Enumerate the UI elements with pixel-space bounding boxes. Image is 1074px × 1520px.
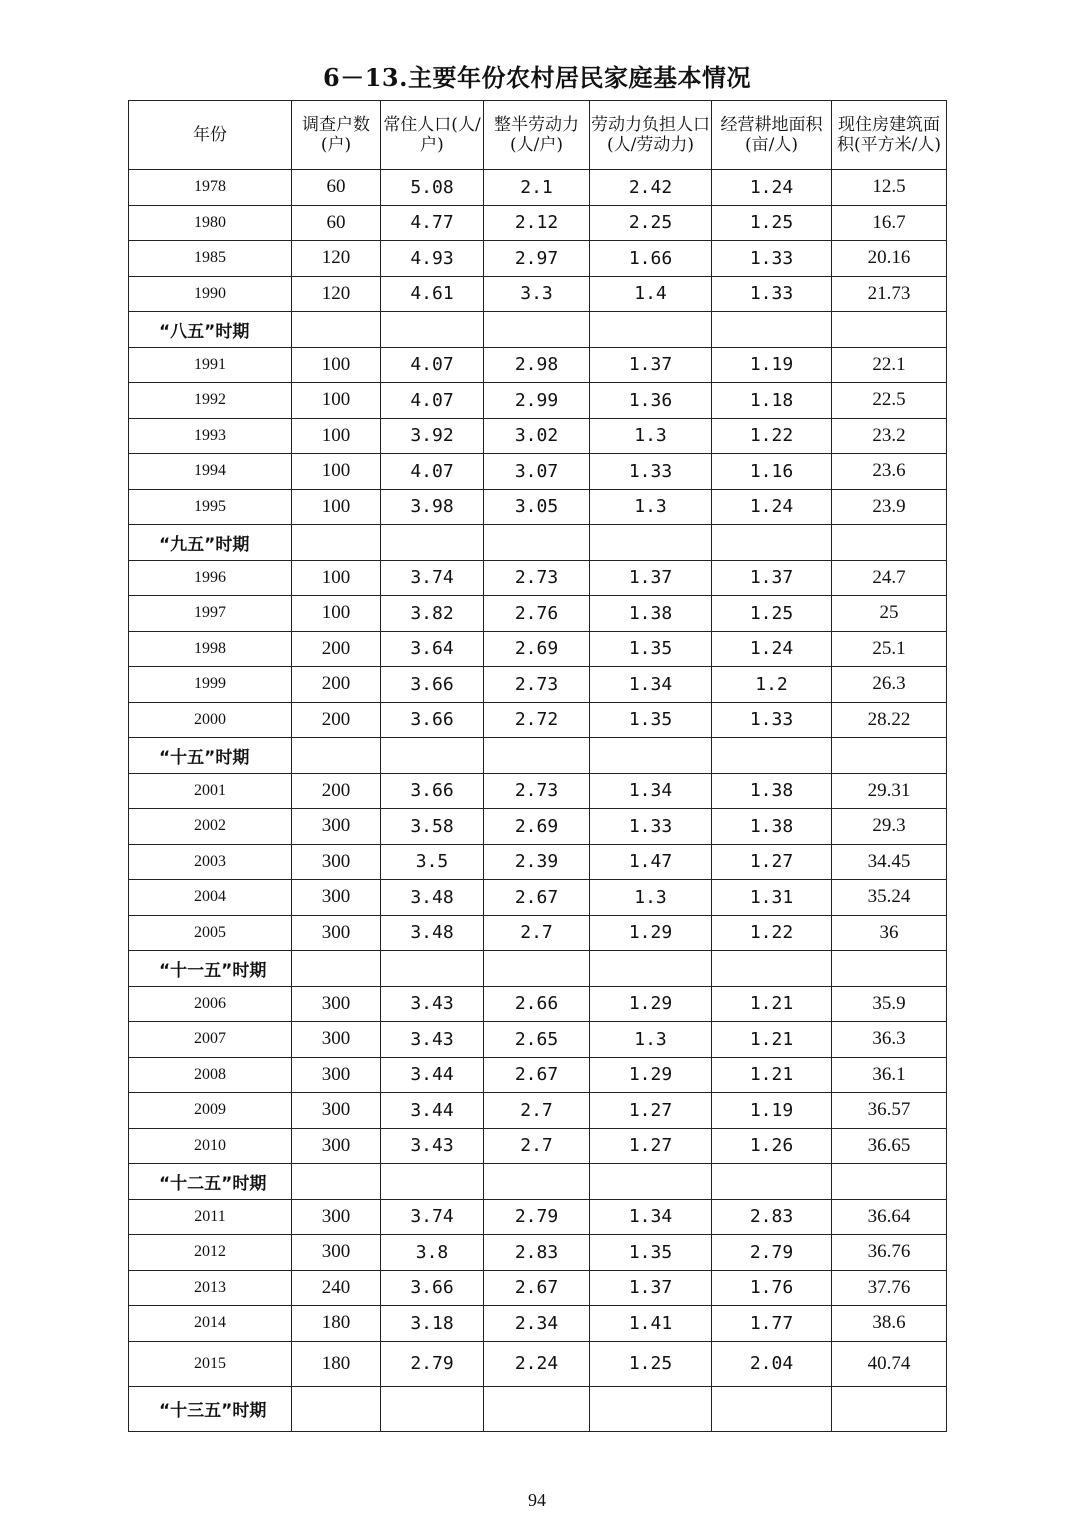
year-cell: 2010: [129, 1128, 292, 1164]
farmland-cell: 1.31: [712, 880, 832, 916]
households-cell: 300: [292, 1199, 381, 1235]
year-cell: 1992: [129, 383, 292, 419]
farmland-cell: 2.79: [712, 1235, 832, 1271]
table-row: [129, 986, 947, 1022]
empty-cell: [381, 1164, 484, 1200]
labor-cell: 3.3: [484, 276, 590, 312]
empty-cell: [712, 738, 832, 774]
empty-cell: [484, 951, 590, 987]
table-row: [129, 241, 947, 277]
table-row: [129, 1306, 947, 1342]
empty-cell: [590, 1164, 712, 1200]
period-row: [129, 951, 947, 987]
dependency-cell: 1.35: [590, 702, 712, 738]
households-cell: 60: [292, 170, 381, 206]
dependency-cell: 1.38: [590, 596, 712, 632]
housing-cell: 40.74: [832, 1341, 947, 1386]
table-row: [129, 631, 947, 667]
header-population: 常住人口(人/户): [381, 101, 484, 170]
period-row: [129, 1386, 947, 1431]
labor-cell: 2.69: [484, 809, 590, 845]
year-cell: 2012: [129, 1235, 292, 1271]
empty-cell: [712, 1386, 832, 1431]
farmland-cell: 1.33: [712, 702, 832, 738]
header-farmland: 经营耕地面积(亩/人): [712, 101, 832, 170]
households-cell: 180: [292, 1341, 381, 1386]
dependency-cell: 1.36: [590, 383, 712, 419]
period-row: [129, 312, 947, 348]
housing-cell: 26.3: [832, 667, 947, 703]
year-cell: 1994: [129, 454, 292, 490]
households-cell: 60: [292, 205, 381, 241]
population-cell: 3.66: [381, 1270, 484, 1306]
table-body: [129, 170, 947, 1432]
period-label: “八五”时期: [129, 312, 292, 348]
year-cell: 2008: [129, 1057, 292, 1093]
households-cell: 300: [292, 1128, 381, 1164]
empty-cell: [832, 1386, 947, 1431]
year-cell: 1991: [129, 347, 292, 383]
dependency-cell: 1.41: [590, 1306, 712, 1342]
farmland-cell: 1.24: [712, 489, 832, 525]
households-cell: 300: [292, 809, 381, 845]
period-row: [129, 525, 947, 561]
dependency-cell: 1.27: [590, 1128, 712, 1164]
housing-cell: 23.9: [832, 489, 947, 525]
empty-cell: [712, 525, 832, 561]
page-title: 6－13.主要年份农村居民家庭基本情况: [323, 63, 751, 92]
farmland-cell: 1.2: [712, 667, 832, 703]
year-cell: 2005: [129, 915, 292, 951]
dependency-cell: 2.42: [590, 170, 712, 206]
year-cell: 2009: [129, 1093, 292, 1129]
labor-cell: 2.72: [484, 702, 590, 738]
labor-cell: 2.83: [484, 1235, 590, 1271]
empty-cell: [292, 312, 381, 348]
farmland-cell: 1.24: [712, 631, 832, 667]
year-cell: 2003: [129, 844, 292, 880]
empty-cell: [832, 951, 947, 987]
farmland-cell: 1.38: [712, 773, 832, 809]
year-cell: 2007: [129, 1022, 292, 1058]
empty-cell: [292, 738, 381, 774]
empty-cell: [590, 738, 712, 774]
dependency-cell: 1.34: [590, 1199, 712, 1235]
table-row: [129, 1235, 947, 1271]
empty-cell: [292, 1386, 381, 1431]
population-cell: 3.43: [381, 1022, 484, 1058]
empty-cell: [484, 1164, 590, 1200]
year-cell: 1995: [129, 489, 292, 525]
table-row: [129, 276, 947, 312]
empty-cell: [381, 312, 484, 348]
households-cell: 200: [292, 702, 381, 738]
households-cell: 120: [292, 241, 381, 277]
population-cell: 3.48: [381, 915, 484, 951]
year-cell: 1985: [129, 241, 292, 277]
housing-cell: 29.31: [832, 773, 947, 809]
housing-cell: 36.65: [832, 1128, 947, 1164]
table-header-row: [129, 101, 947, 170]
farmland-cell: 1.22: [712, 418, 832, 454]
empty-cell: [832, 1164, 947, 1200]
labor-cell: 2.97: [484, 241, 590, 277]
farmland-cell: 1.37: [712, 560, 832, 596]
households-cell: 300: [292, 1057, 381, 1093]
period-row: [129, 738, 947, 774]
housing-cell: 36.64: [832, 1199, 947, 1235]
population-cell: 3.74: [381, 1199, 484, 1235]
housing-cell: 25: [832, 596, 947, 632]
table-row: [129, 596, 947, 632]
population-cell: 3.66: [381, 667, 484, 703]
population-cell: 3.98: [381, 489, 484, 525]
year-cell: 1990: [129, 276, 292, 312]
table-row: [129, 560, 947, 596]
dependency-cell: 1.29: [590, 915, 712, 951]
housing-cell: 20.16: [832, 241, 947, 277]
table-row: [129, 418, 947, 454]
empty-cell: [590, 312, 712, 348]
dependency-cell: 1.33: [590, 809, 712, 845]
households-cell: 300: [292, 1093, 381, 1129]
period-label: “十三五”时期: [129, 1386, 292, 1431]
housing-cell: 16.7: [832, 205, 947, 241]
table-row: [129, 809, 947, 845]
dependency-cell: 1.37: [590, 347, 712, 383]
farmland-cell: 1.22: [712, 915, 832, 951]
farmland-cell: 1.19: [712, 347, 832, 383]
farmland-cell: 1.21: [712, 986, 832, 1022]
period-label: “九五”时期: [129, 525, 292, 561]
empty-cell: [832, 738, 947, 774]
population-cell: 3.44: [381, 1057, 484, 1093]
population-cell: 3.58: [381, 809, 484, 845]
dependency-cell: 1.37: [590, 1270, 712, 1306]
year-cell: 1998: [129, 631, 292, 667]
empty-cell: [832, 312, 947, 348]
year-cell: 2011: [129, 1199, 292, 1235]
dependency-cell: 1.29: [590, 1057, 712, 1093]
empty-cell: [292, 951, 381, 987]
table-row: [129, 667, 947, 703]
labor-cell: 2.73: [484, 667, 590, 703]
housing-cell: 22.1: [832, 347, 947, 383]
header-housing: 现住房建筑面积(平方米/人): [832, 101, 947, 170]
dependency-cell: 1.35: [590, 1235, 712, 1271]
labor-cell: 2.39: [484, 844, 590, 880]
dependency-cell: 1.29: [590, 986, 712, 1022]
table-row: [129, 347, 947, 383]
farmland-cell: 1.18: [712, 383, 832, 419]
population-cell: 3.82: [381, 596, 484, 632]
table-row: [129, 170, 947, 206]
population-cell: 3.8: [381, 1235, 484, 1271]
period-label: “十五”时期: [129, 738, 292, 774]
households-cell: 300: [292, 1235, 381, 1271]
population-cell: 2.79: [381, 1341, 484, 1386]
header-labor: 整半劳动力(人/户): [484, 101, 590, 170]
households-cell: 300: [292, 880, 381, 916]
housing-cell: 34.45: [832, 844, 947, 880]
housing-cell: 36.3: [832, 1022, 947, 1058]
population-cell: 3.66: [381, 773, 484, 809]
labor-cell: 2.7: [484, 915, 590, 951]
households-cell: 100: [292, 596, 381, 632]
labor-cell: 2.73: [484, 560, 590, 596]
housing-cell: 35.24: [832, 880, 947, 916]
population-cell: 3.66: [381, 702, 484, 738]
period-label: “十一五”时期: [129, 951, 292, 987]
empty-cell: [381, 525, 484, 561]
farmland-cell: 1.77: [712, 1306, 832, 1342]
population-cell: 4.61: [381, 276, 484, 312]
labor-cell: 2.99: [484, 383, 590, 419]
labor-cell: 2.1: [484, 170, 590, 206]
farmland-cell: 1.33: [712, 276, 832, 312]
year-cell: 2015: [129, 1341, 292, 1386]
population-cell: 3.92: [381, 418, 484, 454]
dependency-cell: 1.3: [590, 489, 712, 525]
population-cell: 4.07: [381, 383, 484, 419]
labor-cell: 2.65: [484, 1022, 590, 1058]
year-cell: 2013: [129, 1270, 292, 1306]
empty-cell: [292, 525, 381, 561]
year-cell: 2000: [129, 702, 292, 738]
households-cell: 120: [292, 276, 381, 312]
farmland-cell: 1.76: [712, 1270, 832, 1306]
dependency-cell: 1.3: [590, 880, 712, 916]
period-row: [129, 1164, 947, 1200]
housing-cell: 35.9: [832, 986, 947, 1022]
dependency-cell: 1.34: [590, 773, 712, 809]
empty-cell: [590, 951, 712, 987]
housing-cell: 38.6: [832, 1306, 947, 1342]
population-cell: 3.64: [381, 631, 484, 667]
table-row: [129, 1199, 947, 1235]
table-row: [129, 1128, 947, 1164]
year-cell: 2001: [129, 773, 292, 809]
labor-cell: 2.7: [484, 1093, 590, 1129]
labor-cell: 2.69: [484, 631, 590, 667]
farmland-cell: 1.25: [712, 596, 832, 632]
population-cell: 3.18: [381, 1306, 484, 1342]
header-year: 年份: [129, 101, 292, 170]
labor-cell: 3.05: [484, 489, 590, 525]
year-cell: 2002: [129, 809, 292, 845]
housing-cell: 21.73: [832, 276, 947, 312]
farmland-cell: 2.83: [712, 1199, 832, 1235]
households-cell: 300: [292, 1022, 381, 1058]
year-cell: 1996: [129, 560, 292, 596]
dependency-cell: 2.25: [590, 205, 712, 241]
households-cell: 200: [292, 631, 381, 667]
header-dependency: 劳动力负担人口(人/劳动力): [590, 101, 712, 170]
farmland-cell: 1.21: [712, 1022, 832, 1058]
empty-cell: [381, 1386, 484, 1431]
labor-cell: 2.34: [484, 1306, 590, 1342]
labor-cell: 2.76: [484, 596, 590, 632]
population-cell: 4.07: [381, 454, 484, 490]
housing-cell: 29.3: [832, 809, 947, 845]
empty-cell: [484, 738, 590, 774]
labor-cell: 2.66: [484, 986, 590, 1022]
housing-cell: 23.2: [832, 418, 947, 454]
dependency-cell: 1.27: [590, 1093, 712, 1129]
farmland-cell: 2.04: [712, 1341, 832, 1386]
empty-cell: [381, 738, 484, 774]
empty-cell: [484, 312, 590, 348]
population-cell: 5.08: [381, 170, 484, 206]
farmland-cell: 1.26: [712, 1128, 832, 1164]
housing-cell: 36.1: [832, 1057, 947, 1093]
housing-cell: 36.76: [832, 1235, 947, 1271]
page-number: 94: [528, 1490, 546, 1510]
dependency-cell: 1.35: [590, 631, 712, 667]
table-row: [129, 880, 947, 916]
labor-cell: 2.73: [484, 773, 590, 809]
households-cell: 300: [292, 915, 381, 951]
table-row: [129, 702, 947, 738]
housing-cell: 36.57: [832, 1093, 947, 1129]
dependency-cell: 1.47: [590, 844, 712, 880]
housing-cell: 28.22: [832, 702, 947, 738]
farmland-cell: 1.19: [712, 1093, 832, 1129]
table-row: [129, 1057, 947, 1093]
dependency-cell: 1.37: [590, 560, 712, 596]
population-cell: 4.07: [381, 347, 484, 383]
dependency-cell: 1.3: [590, 1022, 712, 1058]
dependency-cell: 1.66: [590, 241, 712, 277]
labor-cell: 2.12: [484, 205, 590, 241]
household-data-table: [128, 100, 947, 1432]
table-row: [129, 454, 947, 490]
households-cell: 300: [292, 986, 381, 1022]
population-cell: 3.44: [381, 1093, 484, 1129]
table-row: [129, 1093, 947, 1129]
housing-cell: 25.1: [832, 631, 947, 667]
dependency-cell: 1.25: [590, 1341, 712, 1386]
households-cell: 300: [292, 844, 381, 880]
year-cell: 1999: [129, 667, 292, 703]
farmland-cell: 1.27: [712, 844, 832, 880]
year-cell: 1993: [129, 418, 292, 454]
housing-cell: 22.5: [832, 383, 947, 419]
population-cell: 4.77: [381, 205, 484, 241]
empty-cell: [712, 951, 832, 987]
table-row: [129, 1022, 947, 1058]
dependency-cell: 1.33: [590, 454, 712, 490]
housing-cell: 24.7: [832, 560, 947, 596]
households-cell: 100: [292, 347, 381, 383]
header-households: 调查户数(户): [292, 101, 381, 170]
table-row: [129, 489, 947, 525]
table-row: [129, 383, 947, 419]
farmland-cell: 1.25: [712, 205, 832, 241]
households-cell: 200: [292, 667, 381, 703]
labor-cell: 2.98: [484, 347, 590, 383]
labor-cell: 3.02: [484, 418, 590, 454]
population-cell: 3.48: [381, 880, 484, 916]
households-cell: 100: [292, 454, 381, 490]
farmland-cell: 1.38: [712, 809, 832, 845]
housing-cell: 23.6: [832, 454, 947, 490]
year-cell: 2004: [129, 880, 292, 916]
population-cell: 3.43: [381, 986, 484, 1022]
farmland-cell: 1.21: [712, 1057, 832, 1093]
labor-cell: 2.67: [484, 1270, 590, 1306]
table-row: [129, 844, 947, 880]
empty-cell: [712, 312, 832, 348]
farmland-cell: 1.24: [712, 170, 832, 206]
table-row: [129, 915, 947, 951]
empty-cell: [590, 525, 712, 561]
year-cell: 1978: [129, 170, 292, 206]
year-cell: 1997: [129, 596, 292, 632]
dependency-cell: 1.3: [590, 418, 712, 454]
year-cell: 2014: [129, 1306, 292, 1342]
housing-cell: 36: [832, 915, 947, 951]
table-row: [129, 773, 947, 809]
households-cell: 200: [292, 773, 381, 809]
empty-cell: [712, 1164, 832, 1200]
farmland-cell: 1.16: [712, 454, 832, 490]
population-cell: 3.74: [381, 560, 484, 596]
empty-cell: [590, 1386, 712, 1431]
table-row: [129, 205, 947, 241]
table-row: [129, 1341, 947, 1386]
households-cell: 240: [292, 1270, 381, 1306]
empty-cell: [484, 1386, 590, 1431]
dependency-cell: 1.4: [590, 276, 712, 312]
farmland-cell: 1.33: [712, 241, 832, 277]
empty-cell: [484, 525, 590, 561]
population-cell: 3.5: [381, 844, 484, 880]
labor-cell: 2.67: [484, 880, 590, 916]
table-row: [129, 1270, 947, 1306]
labor-cell: 2.24: [484, 1341, 590, 1386]
period-label: “十二五”时期: [129, 1164, 292, 1200]
households-cell: 100: [292, 418, 381, 454]
housing-cell: 37.76: [832, 1270, 947, 1306]
year-cell: 1980: [129, 205, 292, 241]
dependency-cell: 1.34: [590, 667, 712, 703]
labor-cell: 3.07: [484, 454, 590, 490]
empty-cell: [832, 525, 947, 561]
households-cell: 100: [292, 489, 381, 525]
empty-cell: [292, 1164, 381, 1200]
population-cell: 4.93: [381, 241, 484, 277]
year-cell: 2006: [129, 986, 292, 1022]
housing-cell: 12.5: [832, 170, 947, 206]
labor-cell: 2.7: [484, 1128, 590, 1164]
labor-cell: 2.67: [484, 1057, 590, 1093]
empty-cell: [381, 951, 484, 987]
labor-cell: 2.79: [484, 1199, 590, 1235]
households-cell: 180: [292, 1306, 381, 1342]
households-cell: 100: [292, 383, 381, 419]
households-cell: 100: [292, 560, 381, 596]
population-cell: 3.43: [381, 1128, 484, 1164]
